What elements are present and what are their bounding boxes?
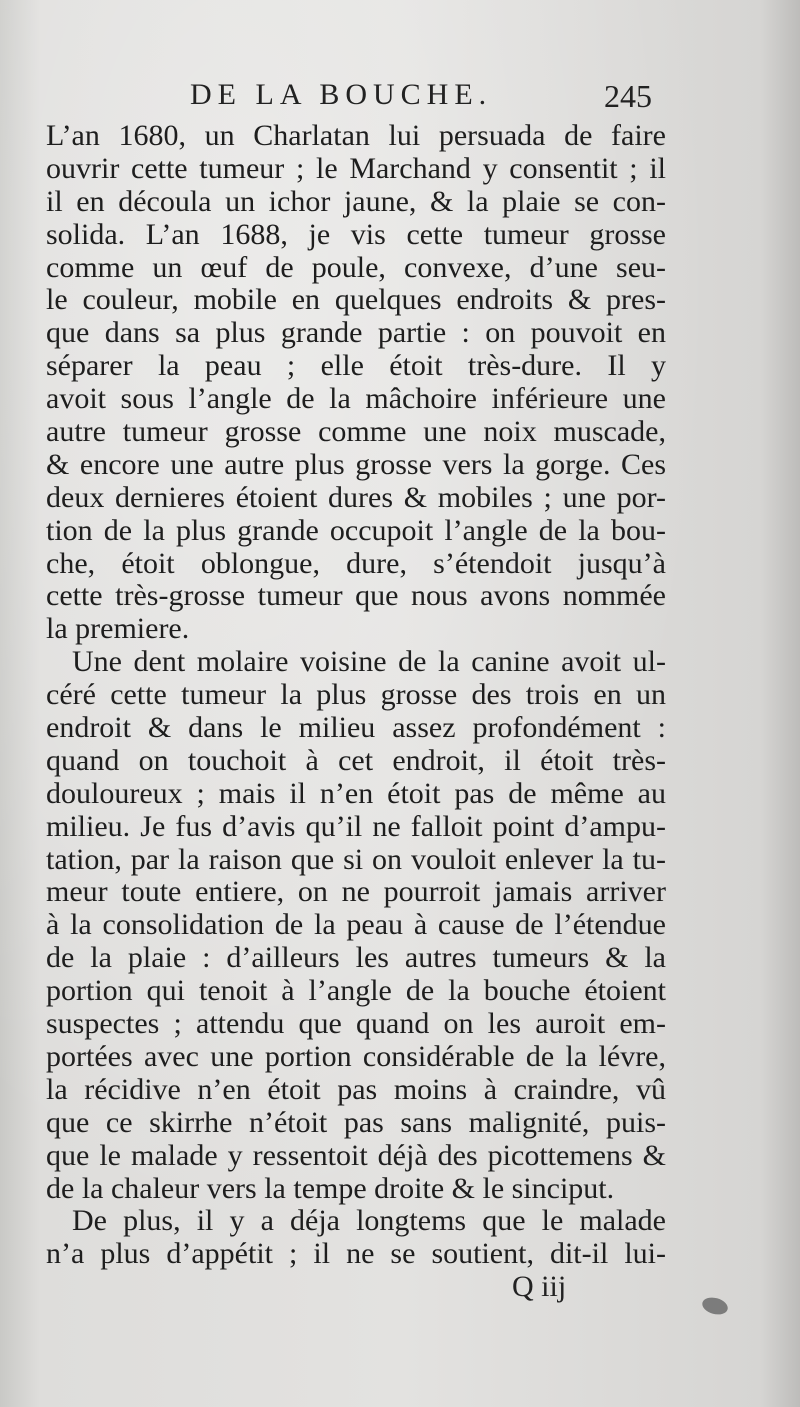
text-line: que le malade y ressentoit déjà des picottemens &: [46, 1138, 666, 1172]
text-line: tation, par la raison que si on vouloit enlever la tu-: [46, 842, 666, 876]
text-line: ouvrir cette tumeur ; le Marchand y consentit ; il: [46, 151, 666, 185]
running-title: DE LA BOUCHE.: [190, 78, 493, 111]
text-line: que ce skirrhe n’étoit pas sans malignité, puis-: [46, 1105, 666, 1139]
text-line: meur toute entiere, on ne pourroit jamais arriver: [46, 875, 666, 909]
text-line: séparer la peau ; elle étoit très-dure. Il y: [46, 349, 666, 383]
text-line: il en découla un ichor jaune, & la plaie se con-: [46, 184, 666, 218]
text-line: che, étoit oblongue, dure, s’étendoit jusqu’à: [46, 546, 666, 580]
text-line: suspectes ; attendu que quand on les auroit em-: [46, 1007, 666, 1041]
page-footer: [0, 1270, 800, 1310]
body-text: [46, 120, 666, 1271]
text-line: endroit & dans le milieu assez profondément :: [46, 711, 666, 745]
text-line: comme un œuf de poule, convexe, d’une seu-: [46, 250, 666, 284]
text-line: avoit sous l’angle de la mâchoire inférieure une: [46, 382, 666, 416]
text-line: la récidive n’en étoit pas moins à craindre, vû: [46, 1072, 666, 1106]
text-line: autre tumeur grosse comme une noix muscade,: [46, 415, 666, 449]
text-line: que dans sa plus grande partie : on pouvoit en: [46, 316, 666, 350]
text-line: la premiere.: [46, 612, 190, 646]
page-header: [0, 78, 800, 118]
text-line: de la plaie : d’ailleurs les autres tumeurs & la: [46, 941, 666, 975]
text-line: cette très-grosse tumeur que nous avons nommée: [46, 579, 666, 613]
page-number: 245: [604, 78, 652, 114]
text-line: à la consolidation de la peau à cause de l’étendue: [46, 908, 666, 942]
text-line: quand on touchoit à cet endroit, il étoit très-: [46, 743, 666, 777]
text-line: L’an 1680, un Charlatan lui persuada de faire: [46, 119, 666, 152]
text-line: tion de la plus grande occupoit l’angle de la bou-: [46, 513, 666, 547]
text-line: deux dernieres étoient dures & mobiles ; une por-: [46, 480, 666, 514]
signature-mark: Q iij: [512, 1270, 567, 1303]
text-line: n’a plus d’appétit ; il ne se soutient, dit-il lui-: [46, 1237, 666, 1271]
text-line: le couleur, mobile en quelques endroits & pres-: [46, 283, 666, 317]
text-line: solida. L’an 1688, je vis cette tumeur grosse: [46, 217, 666, 251]
text-line: céré cette tumeur la plus grosse des trois en un: [46, 678, 666, 712]
text-line: douloureux ; mais il n’en étoit pas de même au: [46, 776, 666, 810]
text-line: portées avec une portion considérable de la lévre,: [46, 1039, 666, 1073]
text-line: de la chaleur vers la tempe droite & le sinciput.: [46, 1171, 615, 1205]
text-line: milieu. Je fus d’avis qu’il ne falloit point d’ampu-: [46, 809, 666, 843]
text-line: & encore une autre plus grosse vers la gorge. Ces: [46, 447, 666, 481]
text-line: De plus, il y a déja longtems que le malade: [72, 1204, 666, 1238]
text-line: portion qui tenoit à l’angle de la bouche étoient: [46, 974, 666, 1008]
text-line: Une dent molaire voisine de la canine avoit ul-: [72, 645, 666, 679]
